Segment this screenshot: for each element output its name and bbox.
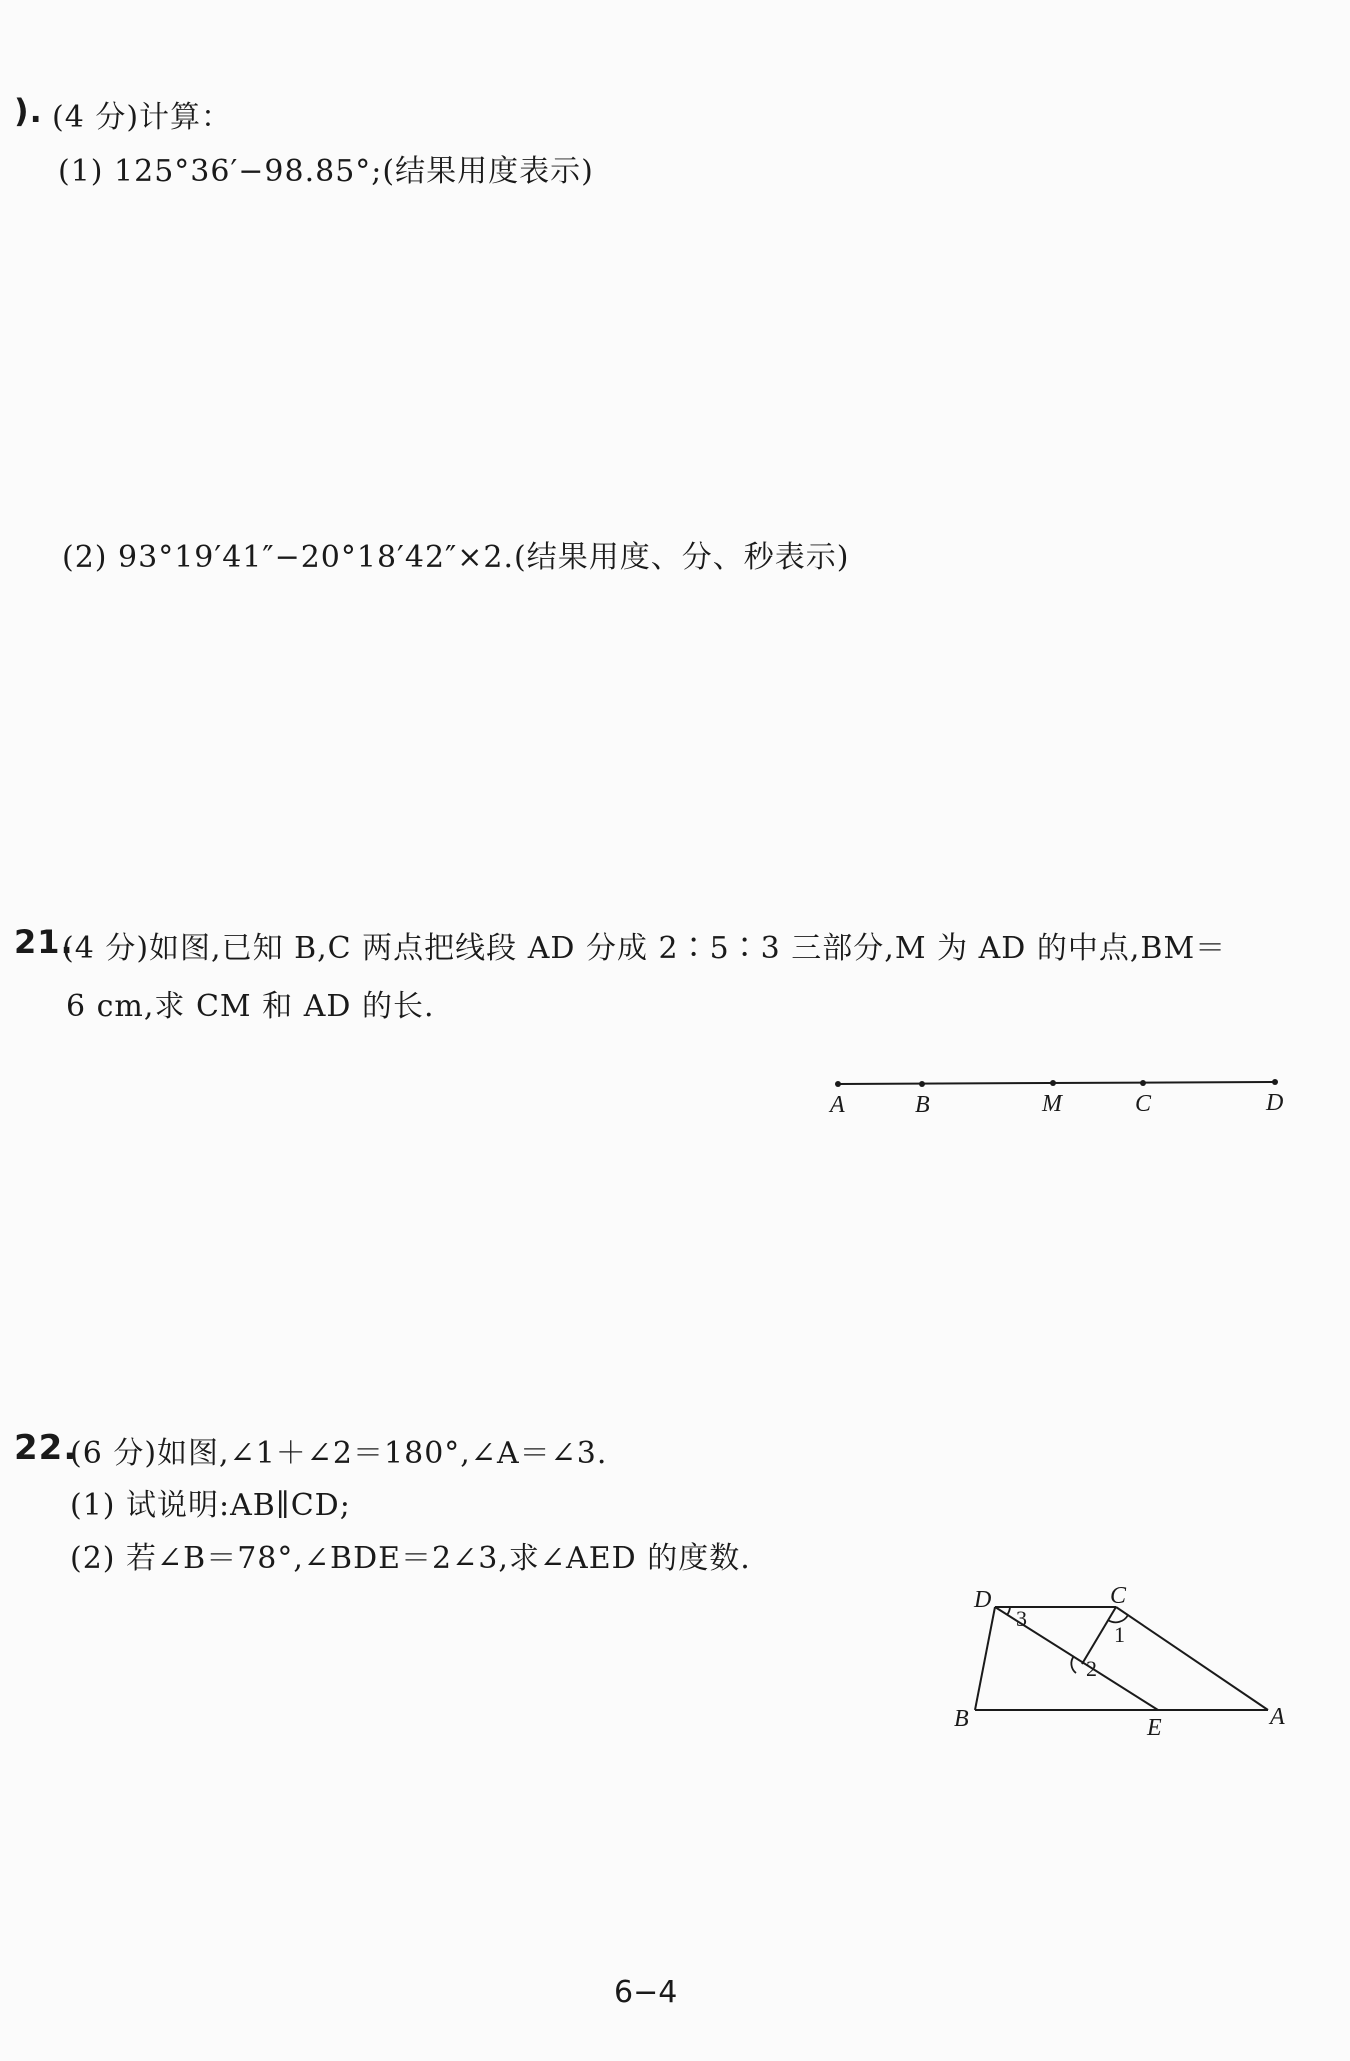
segment-ca	[1116, 1607, 1268, 1710]
point-d	[1272, 1079, 1278, 1085]
label-m: M	[1042, 1091, 1062, 1117]
point-a	[835, 1081, 841, 1087]
segment-db	[975, 1607, 995, 1710]
label-c: C	[1110, 1583, 1127, 1609]
angle-3-arc	[1007, 1607, 1010, 1615]
angle-2-label: 2	[1086, 1656, 1097, 1681]
q21-line2: 6 cm,求 CM 和 AD 的长.	[66, 989, 435, 1024]
angle-3-label: 3	[1016, 1606, 1027, 1631]
point-b	[919, 1081, 925, 1087]
q22-part2: (2) 若∠B＝78°,∠BDE＝2∠3,求∠AED 的度数.	[70, 1541, 751, 1576]
label-b: B	[954, 1706, 969, 1732]
point-c	[1140, 1080, 1146, 1086]
segment-ad	[838, 1082, 1275, 1084]
angle-1-label: 1	[1114, 1622, 1125, 1647]
q20-header: (4 分)计算：	[52, 100, 233, 135]
label-c: C	[1135, 1091, 1152, 1117]
label-a: A	[1270, 1704, 1285, 1730]
label-d: D	[974, 1587, 992, 1613]
label-b: B	[915, 1092, 930, 1118]
label-e: E	[1147, 1715, 1162, 1741]
q21-segment-figure	[820, 1070, 1300, 1130]
q21-number: 21.	[14, 923, 74, 961]
q22-trapezoid-figure	[950, 1585, 1310, 1750]
q22-number: 22.	[14, 1428, 78, 1468]
label-d: D	[1266, 1090, 1284, 1116]
q20-part1: (1) 125°36′−98.85°;(结果用度表示)	[58, 154, 594, 189]
q21-line1: (4 分)如图,已知 B,C 两点把线段 AD 分成 2∶5∶3 三部分,M 为 AD 的中点,BM＝	[62, 931, 1227, 966]
label-a: A	[830, 1092, 845, 1118]
q22-header: (6 分)如图,∠1＋∠2＝180°,∠A＝∠3.	[70, 1436, 608, 1471]
q20-part2: (2) 93°19′41″−20°18′42″×2.(结果用度、分、秒表示)	[62, 540, 850, 575]
q20-number: ).	[14, 92, 43, 130]
page-number: 6−4	[614, 1975, 678, 2010]
q22-part1: (1) 试说明:AB∥CD;	[70, 1488, 351, 1523]
point-m	[1050, 1080, 1056, 1086]
